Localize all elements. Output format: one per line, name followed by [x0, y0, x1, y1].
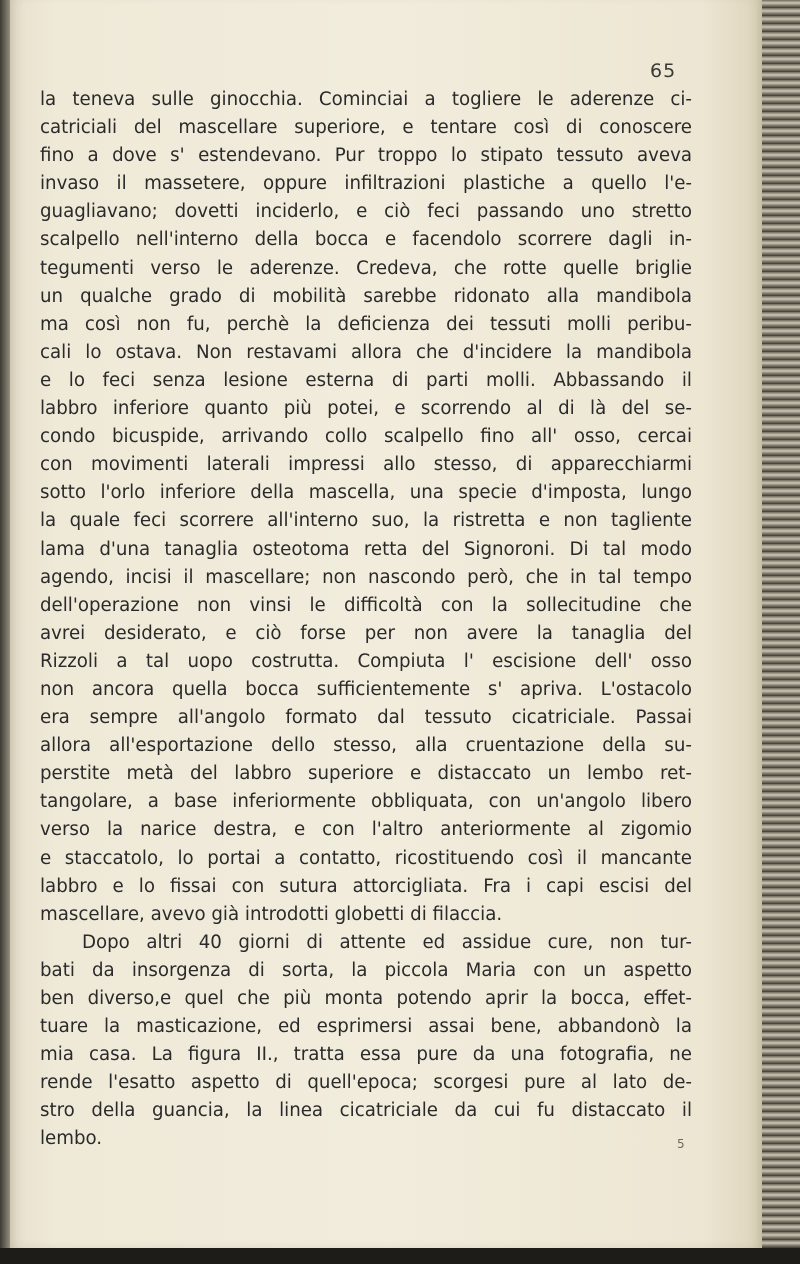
page-edge	[762, 0, 800, 1264]
text-line: avrei desiderato, e ciò forse per non avere la tanaglia del	[40, 622, 692, 644]
text-line: allora all'esportazione dello stesso, alla cruentazione della su-	[40, 735, 692, 757]
text-line: lembo.	[40, 1128, 103, 1150]
body-text	[40, 86, 692, 1154]
text-line: lama d'una tanaglia osteotoma retta del Signoroni. Di tal modo	[40, 538, 692, 560]
text-line: un qualche grado di mobilità sarebbe ridonato alla mandibola	[40, 285, 692, 307]
text-line: con movimenti laterali impressi allo stesso, di apparecchiarmi	[40, 454, 692, 476]
text-line: invaso il massetere, oppure infiltrazioni plastiche a quello l'e-	[40, 173, 692, 195]
text-line: la teneva sulle ginocchia. Cominciai a togliere le aderenze ci-	[40, 89, 692, 110]
scan-bottom-edge	[0, 1248, 800, 1264]
text-line: tegumenti verso le aderenze. Credeva, che rotte quelle briglie	[40, 257, 692, 279]
text-line: tangolare, a base inferiormente obbliquata, con un'angolo libero	[40, 791, 692, 813]
text-line: stro della guancia, la linea cicatriciale da cui fu distaccato il	[40, 1100, 692, 1122]
text-line: cali lo ostava. Non restavami allora che d'incidere la mandibola	[40, 341, 692, 363]
text-line: condo bicuspide, arrivando collo scalpello fino all' osso, cercai	[40, 426, 692, 448]
text-line: labbro e lo fissai con sutura attorcigliata. Fra i capi escisi del	[40, 875, 692, 897]
text-line: fino a dove s' estendevano. Pur troppo lo stipato tessuto aveva	[40, 145, 692, 167]
text-line: scalpello nell'interno della bocca e facendolo scorrere dagli in-	[40, 229, 692, 251]
text-line: e lo feci senza lesione esterna di parti molli. Abbassando il	[40, 369, 692, 391]
text-line: mascellare, avevo già introdotti globetti di filaccia.	[40, 903, 503, 925]
text-line: agendo, incisi il mascellare; non nascondo però, che in tal tempo	[40, 566, 692, 588]
text-line: dell'operazione non vinsi le difficoltà con la sollecitudine che	[40, 594, 692, 616]
text-line: guagliavano; dovetti inciderlo, e ciò feci passando uno stretto	[40, 201, 692, 223]
text-line: Rizzoli a tal uopo costrutta. Compiuta l' escisione dell' osso	[40, 650, 692, 672]
text-line: ma così non fu, perchè la deficienza dei tessuti molli peribu-	[40, 313, 692, 335]
text-line: rende l'esatto aspetto di quell'epoca; scorgesi pure al lato de-	[40, 1072, 692, 1094]
text-line: perstite metà del labbro superiore e distaccato un lembo ret-	[40, 763, 692, 785]
text-line: catriciali del mascellare superiore, e tentare così di conoscere	[40, 117, 692, 139]
text-line: ben diverso,e quel che più monta potendo aprir la bocca, effet-	[40, 988, 692, 1009]
paragraph-first-line: Dopo altri 40 giorni di attente ed assidue cure, non tur-	[82, 931, 692, 953]
text-line: non ancora quella bocca sufficientemente s' apriva. L'ostacolo	[40, 678, 692, 700]
text-line: verso la narice destra, e con l'altro anteriormente al zigomio	[40, 819, 692, 841]
text-line: tuare la masticazione, ed esprimersi assai bene, abbandonò la	[40, 1016, 692, 1038]
text-line: bati da insorgenza di sorta, la piccola Maria con un aspetto	[40, 959, 692, 981]
page-number: 65	[650, 60, 677, 82]
text-line: sotto l'orlo inferiore della mascella, una specie d'imposta, lungo	[40, 482, 692, 504]
text-line: mia casa. La figura II., tratta essa pure da una fotografia, ne	[40, 1044, 692, 1066]
text-line: e staccatolo, lo portai a contatto, ricostituendo così il mancante	[40, 847, 692, 869]
signature-mark: 5	[677, 1137, 685, 1151]
text-line: era sempre all'angolo formato dal tessuto cicatriciale. Passai	[40, 707, 692, 729]
text-line: labbro inferiore quanto più potei, e scorrendo al di là del se-	[40, 398, 692, 420]
text-line: la quale feci scorrere all'interno suo, la ristretta e non tagliente	[40, 510, 692, 532]
